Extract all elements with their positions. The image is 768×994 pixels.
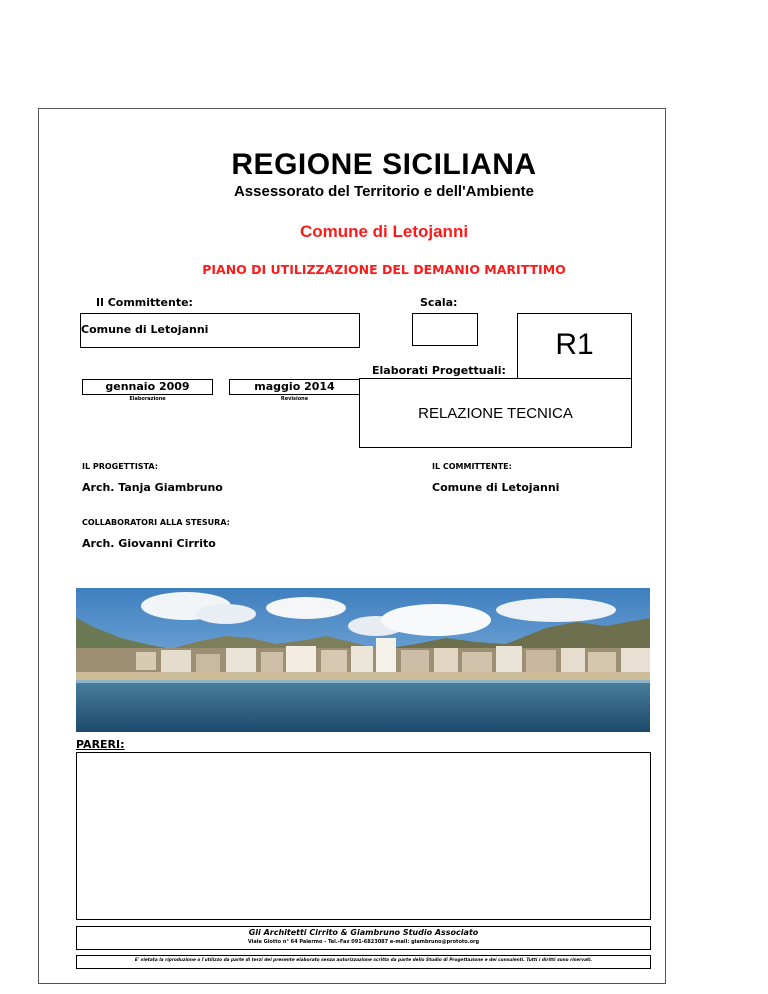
code-box bbox=[517, 313, 632, 379]
scala-label: Scala: bbox=[420, 296, 458, 309]
committente-value: Comune di Letojanni bbox=[81, 323, 209, 336]
date-elaborazione: gennaio 2009 bbox=[105, 380, 190, 393]
date-elaborazione-caption: Elaborazione bbox=[129, 396, 166, 402]
committente-sign-name: Comune di Letojanni bbox=[432, 481, 560, 494]
committente-label: Il Committente: bbox=[96, 296, 193, 309]
elaborati-label: Elaborati Progettuali: bbox=[372, 364, 506, 377]
date-revisione: maggio 2014 bbox=[254, 380, 335, 393]
committente-sign-label: IL COMMITTENTE: bbox=[432, 462, 512, 471]
code-label: R1 bbox=[555, 328, 594, 361]
pareri-box bbox=[76, 752, 651, 920]
footer-studio: Gli Architetti Cirrito & Giambruno Studio Associato bbox=[248, 928, 479, 937]
pareri-label: PARERI: bbox=[76, 738, 125, 751]
date-revisione-caption: Revisione bbox=[280, 396, 309, 402]
date-revisione-box bbox=[229, 379, 360, 395]
plan-title: PIANO DI UTILIZZAZIONE DEL DEMANIO MARITTIMO bbox=[202, 262, 566, 277]
collaboratori-label: COLLABORATORI ALLA STESURA: bbox=[82, 518, 230, 527]
doc-title: RELAZIONE TECNICA bbox=[418, 405, 573, 422]
footer-notice: E' vietata la riproduzione o l'utilizzo da parte di terzi del presente elaborato senza autorizzazione scritta da parte dello Studio di Progettazione e dei consulenti. Tutti i diritti sono riservati. bbox=[134, 958, 593, 963]
department-subtitle: Assessorato del Territorio e dell'Ambiente bbox=[233, 183, 535, 200]
scala-box bbox=[412, 313, 478, 346]
coastline-photo bbox=[76, 588, 650, 732]
doc-title-box bbox=[359, 378, 632, 448]
region-title: REGIONE SICILIANA bbox=[231, 148, 537, 181]
date-elaborazione-box bbox=[82, 379, 213, 395]
progettista-name: Arch. Tanja Giambruno bbox=[82, 481, 223, 494]
progettista-label: IL PROGETTISTA: bbox=[82, 462, 158, 471]
committente-box bbox=[80, 313, 360, 348]
footer-address: Viale Giotto n° 64 Palermo - Tel.-Fax 091-6823087 e-mail: giambruno@prototo.org bbox=[247, 939, 480, 945]
collaboratore-name: Arch. Giovanni Cirrito bbox=[82, 537, 216, 550]
footer-notice-box bbox=[76, 955, 651, 969]
comune-title: Comune di Letojanni bbox=[299, 222, 469, 241]
footer-studio-box bbox=[76, 926, 651, 950]
